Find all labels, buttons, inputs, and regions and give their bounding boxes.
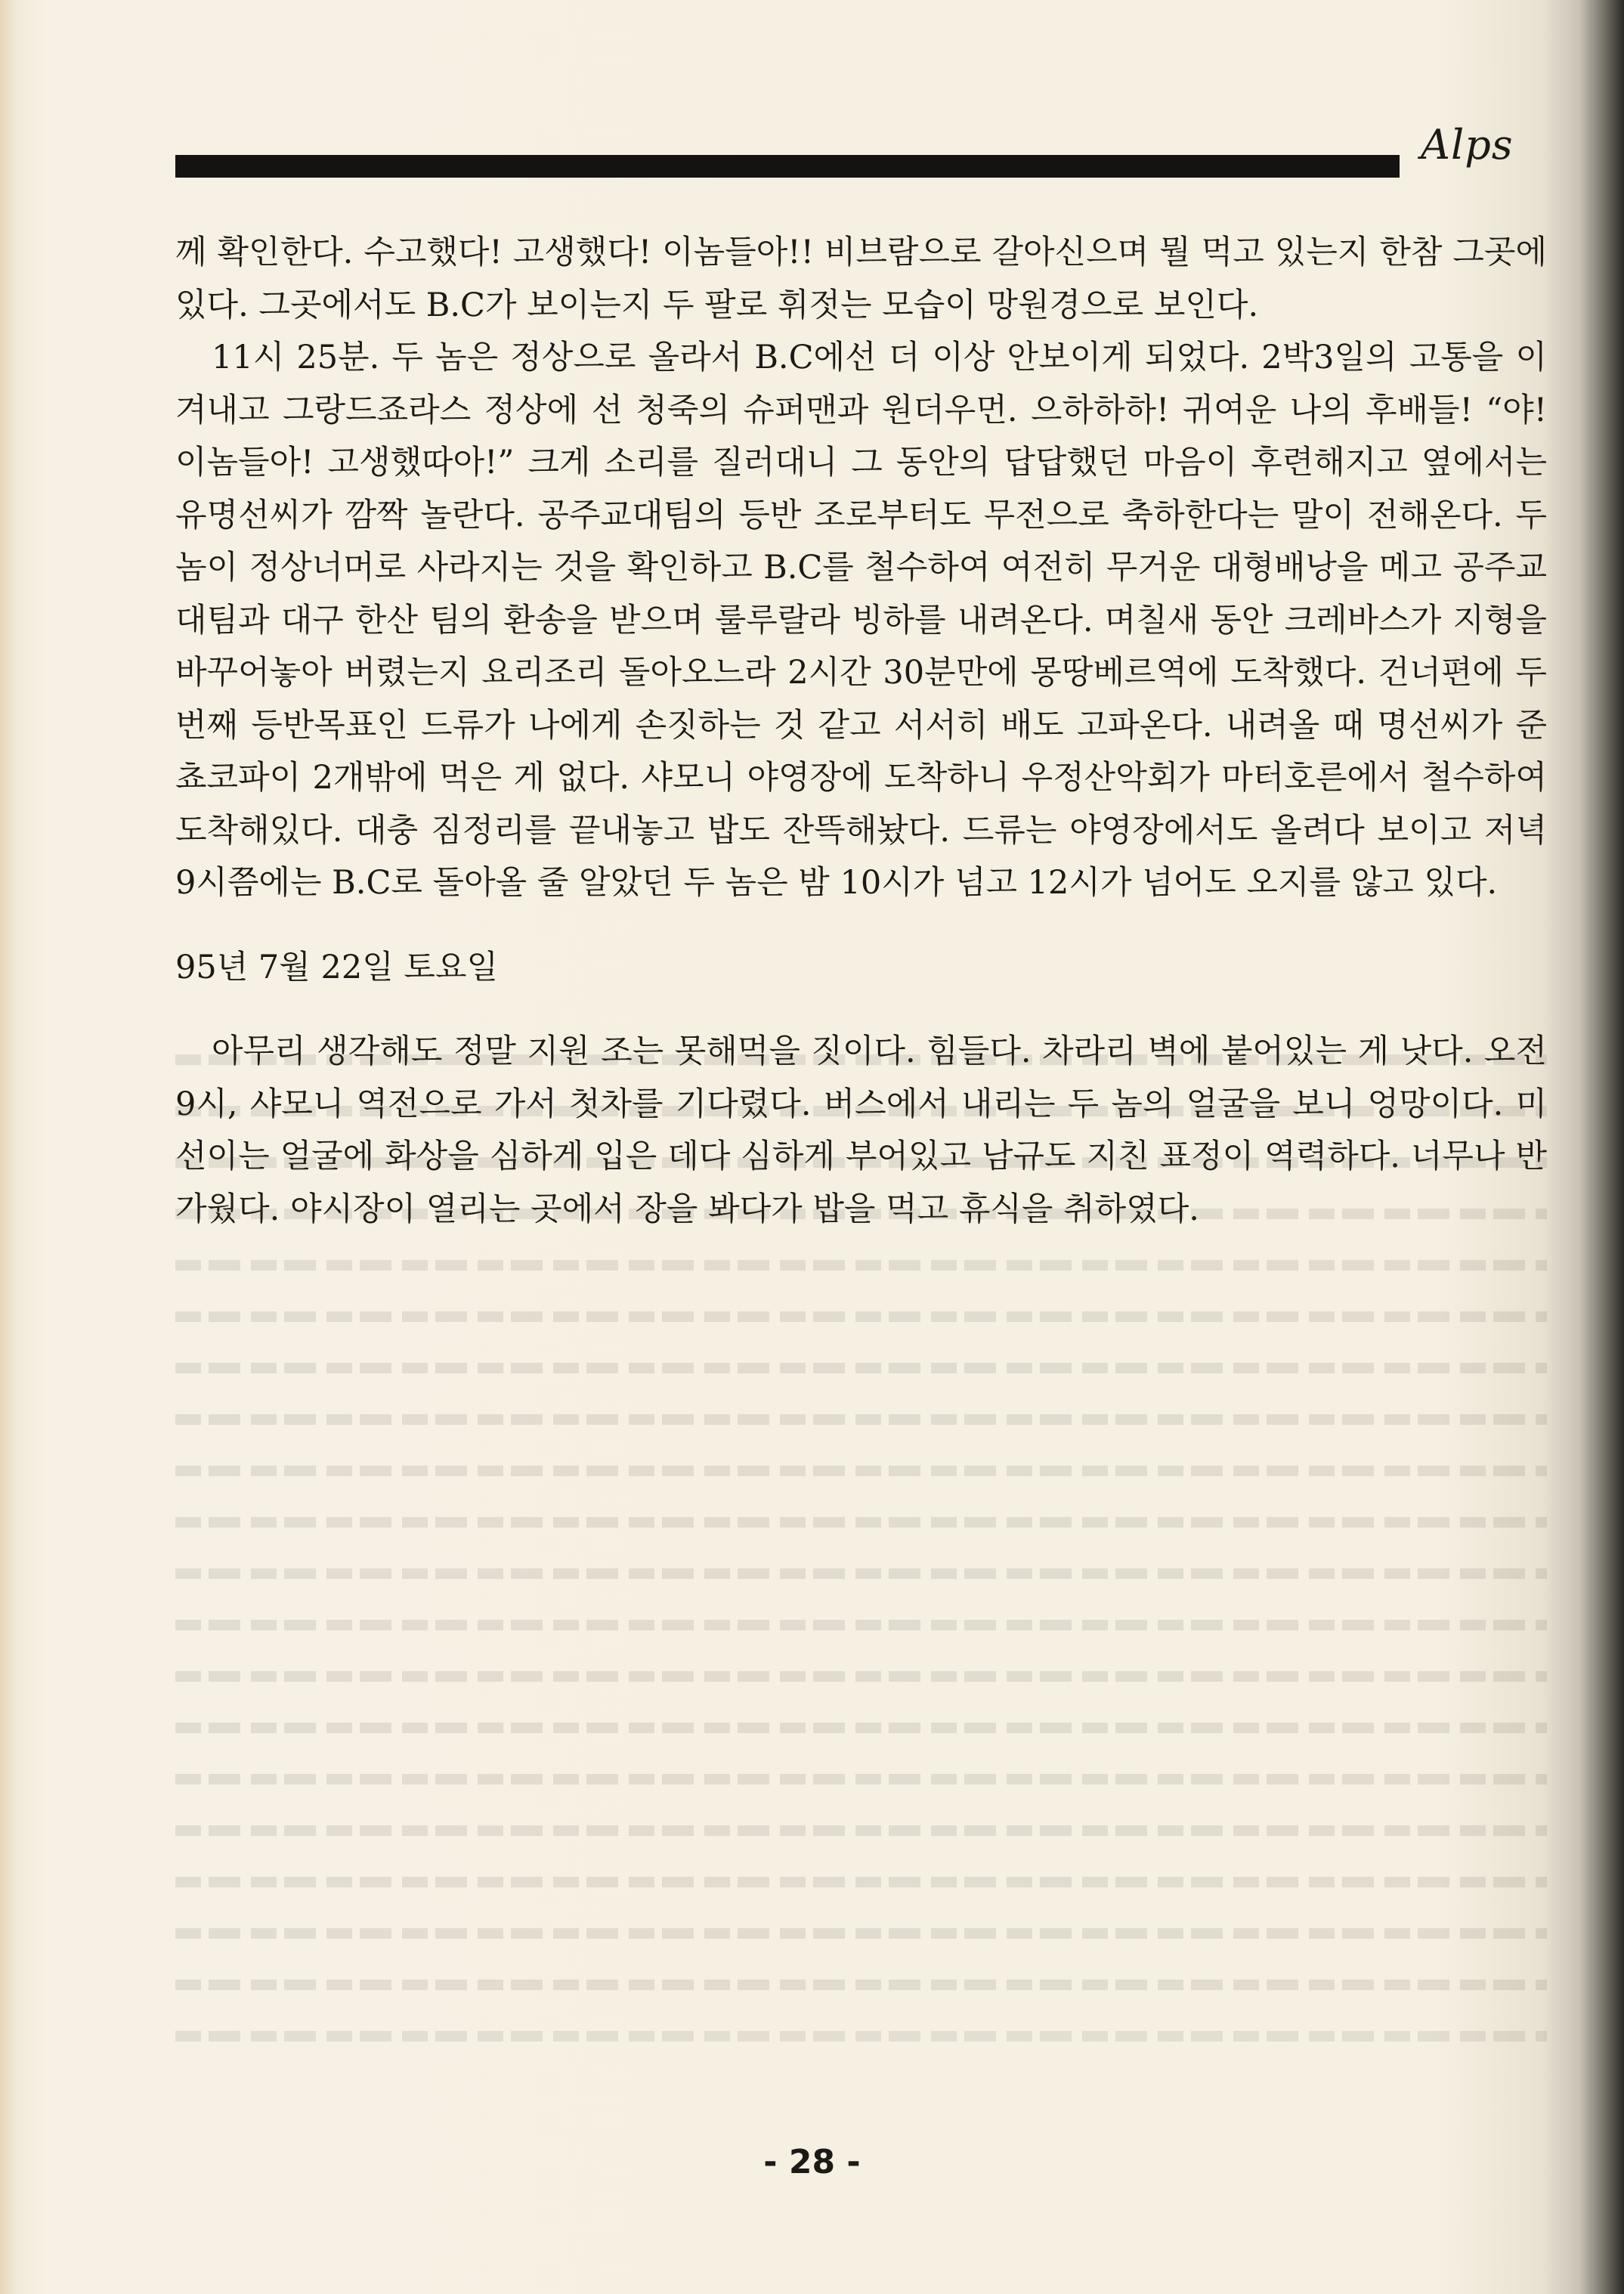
running-head-title: Alps — [1421, 121, 1514, 169]
body-text — [175, 227, 1547, 1236]
paragraph-3: 아무리 생각해도 정말 지원 조는 못해먹을 짓이다. 힘들다. 차라리 벽에 붙어있는 게 낫다. 오전 9시, 샤모니 역전으로 가서 첫차를 기다렸다. 버스에서 내리는 두 놈의 얼굴을 보니 엉망이다. 미선이는 얼굴에 화상을 심하게 입은 데다 심하게 부어있고 남규도 지친 표정이 역력하다. 너무나 반가웠다. 야시장이 열리는 곳에서 장을 봐다가 밥을 먹고 휴식을 취하였다. — [175, 1032, 1547, 1228]
page-edge-shadow — [0, 0, 17, 2294]
header-rule — [175, 155, 1400, 178]
page-number: - 28 - — [763, 2143, 861, 2181]
paragraph-1: 께 확인한다. 수고했다! 고생했다! 이놈들아!! 비브람으로 갈아신으며 뭘 먹고 있는지 한참 그곳에 있다. 그곳에서도 B.C가 보이는지 두 팔로 휘젓는 모습이 망원경으로 보인다. — [175, 234, 1547, 324]
paragraph-2: 11시 25분. 두 놈은 정상으로 올라서 B.C에선 더 이상 안보이게 되었다. 2박3일의 고통을 이겨내고 그랑드죠라스 정상에 선 청죽의 슈퍼맨과 원더우먼. 으하하하! 귀여운 나의 후배들! “야! 이놈들아! 고생했따아!” 크게 소리를 질러대니 그 동안의 답답했던 마음이 후련해지고 옆에서는 유명선씨가 깜짝 놀란다. 공주교대팀의 등반 조로부터도 무전으로 축하한다는 말이 전해온다. 두 놈이 정상너머로 사라지는 것을 확인하고 B.C를 철수하여 여전히 무거운 대형배낭을 메고 공주교대팀과 대구 한산 팀의 환송을 받으며 룰루랄라 빙하를 내려온다. 며칠새 동안 크레바스가 지형을 바꾸어놓아 버렸는지 요리조리 돌아오느라 2시간 30분만에 몽땅베르역에 도착했다. 건너편에 두 번째 등반목표인 드류가 나에게 손짓하는 것 같고 서서히 배도 고파온다. 내려올 때 명선씨가 준 쵸코파이 2개밖에 먹은 게 없다. 샤모니 야영장에 도착하니 우정산악회가 마터호른에서 철수하여 도착해있다. 대충 짐정리를 끝내놓고 밥도 잔뜩해놨다. 드류는 야영장에서도 올려다 보이고 저녁 9시쯤에는 B.C로 돌아올 줄 알았던 두 놈은 밤 10시가 넘고 12시가 넘어도 오지를 않고 있다. — [175, 339, 1547, 902]
date-heading: 95년 7월 22일 토요일 — [175, 948, 499, 986]
